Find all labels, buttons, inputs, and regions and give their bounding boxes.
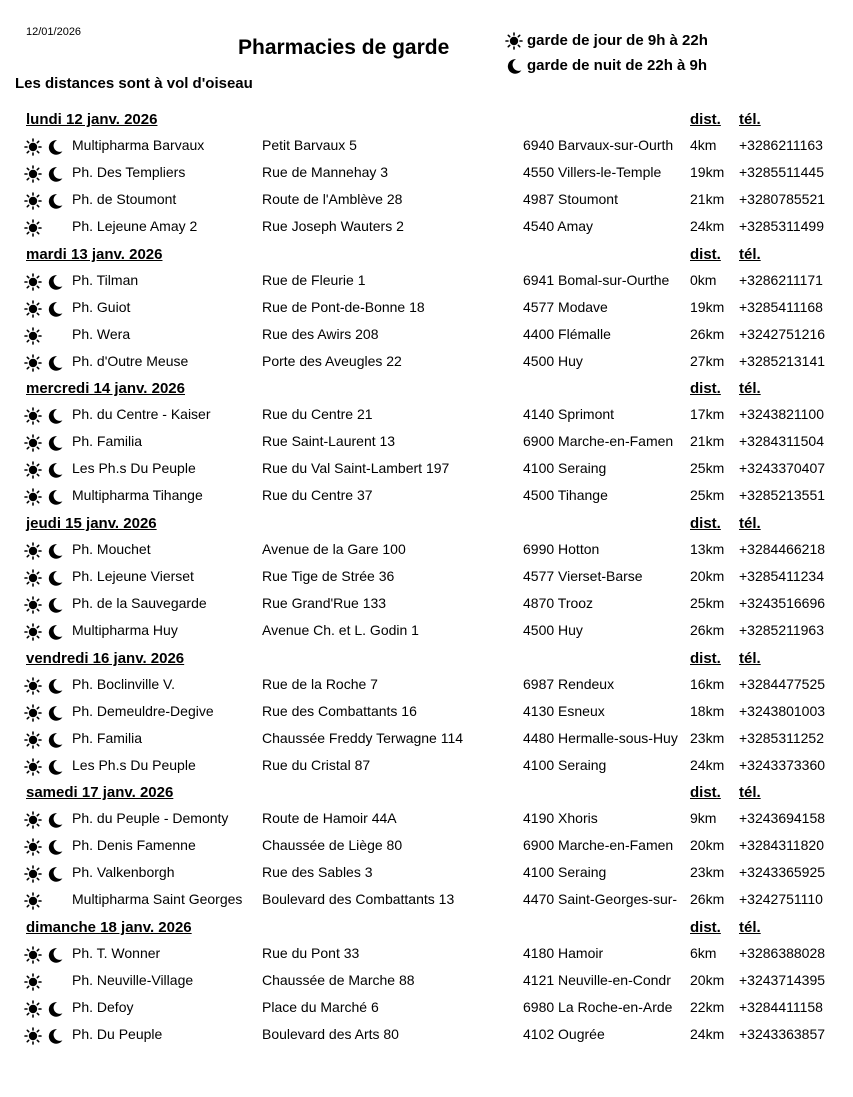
pharmacy-address: Rue du Pont 33 [262,945,360,962]
day-date: mardi 13 janv. 2026 [26,245,163,263]
pharmacy-address: Rue des Combattants 16 [262,702,417,719]
pharmacy-row [0,563,853,590]
sun-icon [24,704,42,722]
pharmacy-distance: 26km [690,891,725,908]
pharmacy-address: Porte des Aveugles 22 [262,352,402,369]
moon-icon [46,1027,64,1045]
pharmacy-address: Avenue Ch. et L. Godin 1 [262,622,419,639]
pharmacy-distance: 24km [690,756,725,773]
pharmacy-row [0,698,853,725]
pharmacy-row [0,671,853,698]
day-section [0,243,853,378]
pharmacy-name: Ph. d'Outre Meuse [72,352,189,369]
tel-column-header: tél. [739,245,761,263]
pharmacy-phone[interactable]: +3284466218 [739,541,826,558]
pharmacy-distance: 20km [690,837,725,854]
pharmacy-city: 4100 Seraing [523,756,607,773]
sun-icon [24,731,42,749]
pharmacy-city: 4870 Trooz [523,595,594,612]
sun-icon [24,219,42,237]
pharmacy-phone[interactable]: +3243801003 [739,702,826,719]
pharmacy-phone[interactable]: +3284477525 [739,675,826,692]
pharmacy-phone[interactable]: +3285511445 [739,164,824,180]
pharmacy-address: Chaussée de Marche 88 [262,972,415,989]
moon-icon [46,838,64,856]
pharmacy-distance: 18km [690,702,725,719]
pharmacy-row [0,752,853,779]
legend-day [505,28,708,53]
sun-icon [24,569,42,587]
sun-icon [24,461,42,479]
moon-icon [46,1000,64,1018]
legend-day-label: garde de jour de 9h à 22h [527,32,708,49]
moon-icon [46,811,64,829]
pharmacy-city: 4987 Stoumont [523,191,618,207]
pharmacy-distance: 17km [690,406,725,423]
pharmacy-phone[interactable]: +3243821100 [739,406,824,423]
pharmacy-distance: 19km [690,164,725,180]
pharmacy-phone[interactable]: +3243363857 [739,1026,826,1043]
pharmacy-address: Place du Marché 6 [262,999,379,1016]
day-header [0,916,853,940]
day-header [0,377,853,401]
pharmacy-row [0,267,853,294]
pharmacy-distance: 23km [690,729,725,746]
pharmacy-distance: 25km [690,460,725,477]
day-date: mercredi 14 janv. 2026 [26,380,185,398]
pharmacy-row [0,132,853,159]
pharmacy-row [0,1021,853,1048]
pharmacy-city: 6940 Barvaux-sur-Ourth [523,137,674,153]
pharmacy-address: Route de Hamoir 44A [262,810,397,827]
pharmacy-phone[interactable]: +3285213551 [739,487,826,504]
pharmacy-distance: 25km [690,595,725,612]
pharmacy-row [0,159,853,186]
pharmacy-distance: 20km [690,568,725,585]
subtitle: Les distances sont à vol d'oiseau [15,75,253,92]
pharmacy-address: Rue de Pont-de-Bonne 18 [262,298,425,315]
pharmacy-name: Ph. Tilman [72,271,139,288]
pharmacy-address: Chaussée Freddy Terwagne 114 [262,729,464,746]
sun-icon [24,327,42,345]
pharmacy-city: 4102 Ougrée [523,1026,605,1043]
sun-icon [24,892,42,910]
sun-icon [24,865,42,883]
pharmacy-name: Ph. du Peuple - Demonty [72,810,229,827]
pharmacy-city: 4130 Esneux [523,702,605,719]
day-header [0,781,853,805]
pharmacy-address: Rue des Sables 3 [262,864,373,881]
tel-column-header: tél. [739,649,761,667]
moon-icon [46,569,64,587]
pharmacy-distance: 19km [690,298,725,315]
pharmacy-address: Rue de la Roche 7 [262,675,378,692]
pharmacy-address: Rue du Centre 37 [262,487,373,504]
pharmacy-distance: 25km [690,487,725,504]
pharmacy-name: Ph. de la Sauvegarde [72,595,207,612]
sun-icon [505,32,527,50]
pharmacy-row [0,886,853,913]
pharmacy-row [0,294,853,321]
sun-icon [24,811,42,829]
pharmacy-distance: 0km [690,271,717,288]
day-header [0,243,853,267]
pharmacy-city: 4180 Hamoir [523,945,604,962]
pharmacy-address: Rue du Cristal 87 [262,756,371,773]
sun-icon [24,677,42,695]
day-section [0,916,853,1051]
dist-column-header: dist. [690,245,721,263]
moon-icon [46,623,64,641]
pharmacy-phone[interactable]: +3243370407 [739,460,826,477]
pharmacy-phone[interactable]: +3243714395 [739,972,826,989]
pharmacy-city: 4577 Modave [523,298,608,315]
pharmacy-row [0,832,853,859]
pharmacy-distance: 16km [690,675,725,692]
pharmacy-row [0,455,853,482]
pharmacy-phone[interactable]: +3280785521 [739,191,826,207]
pharmacy-city: 4577 Vierset-Barse [523,568,643,585]
pharmacy-phone[interactable]: +3284411158 [739,999,823,1016]
pharmacy-name: Ph. Familia [72,729,143,746]
legend-night-label: garde de nuit de 22h à 9h [527,57,708,74]
pharmacy-row [0,725,853,752]
pharmacy-phone[interactable]: +3243373360 [739,756,826,773]
pharmacy-city: 4121 Neuville-en-Condr [523,972,671,989]
pharmacy-distance: 13km [690,541,725,558]
pharmacy-address: Rue Saint-Laurent 13 [262,433,396,450]
pharmacy-name: Les Ph.s Du Peuple [72,756,196,773]
moon-icon [46,865,64,883]
pharmacy-city: 4400 Flémalle [523,325,611,342]
pharmacy-name: Ph. Familia [72,433,143,450]
day-section [0,647,853,782]
pharmacy-phone[interactable]: +3285311499 [739,218,824,234]
pharmacy-phone[interactable]: +3285311252 [739,729,824,746]
pharmacy-row [0,321,853,348]
moon-icon [46,704,64,722]
pharmacy-address: Avenue de la Gare 100 [262,541,406,558]
pharmacy-city: 4480 Hermalle-sous-Huy [523,729,678,746]
pharmacy-distance: 6km [690,945,717,962]
moon-icon [46,273,64,291]
pharmacy-row [0,617,853,644]
dist-column-header: dist. [690,919,721,937]
moon-icon [46,542,64,560]
pharmacy-name: Ph. Defoy [72,999,134,1016]
pharmacy-phone[interactable]: +3286211163 [739,137,823,153]
pharmacy-phone[interactable]: +3284311504 [739,433,824,450]
pharmacy-row [0,967,853,994]
pharmacy-distance: 22km [690,999,725,1016]
dist-column-header: dist. [690,649,721,667]
pharmacy-name: Ph. Du Peuple [72,1026,163,1043]
pharmacy-phone[interactable]: +3243516696 [739,595,826,612]
pharmacy-phone[interactable]: +3243365925 [739,864,826,881]
pharmacy-name: Ph. Lejeune Amay 2 [72,218,198,234]
pharmacy-phone[interactable]: +3285411168 [739,298,823,315]
pharmacy-address: Petit Barvaux 5 [262,137,357,153]
pharmacy-name: Multipharma Tihange [72,487,203,504]
pharmacy-name: Ph. Boclinville V. [72,675,175,692]
pharmacy-distance: 24km [690,1026,725,1043]
day-date: dimanche 18 janv. 2026 [26,919,192,937]
sun-icon [24,300,42,318]
pharmacy-name: Ph. T. Wonner [72,945,161,962]
print-date: 12/01/2026 [26,26,82,38]
pharmacy-row [0,213,853,240]
pharmacy-row [0,536,853,563]
pharmacy-address: Rue Grand'Rue 133 [262,595,387,612]
moon-icon [46,354,64,372]
page-title: Pharmacies de garde [238,36,450,59]
pharmacy-distance: 23km [690,864,725,881]
pharmacy-phone[interactable]: +3284311820 [739,837,824,854]
pharmacy-row [0,348,853,375]
pharmacy-row [0,859,853,886]
moon-icon [46,165,64,183]
day-header [0,512,853,536]
moon-icon [46,596,64,614]
pharmacy-phone[interactable]: +3243694158 [739,810,826,827]
pharmacy-name: Ph. Des Templiers [72,164,186,180]
sun-icon [24,838,42,856]
day-header [0,108,853,132]
pharmacy-distance: 26km [690,325,725,342]
pharmacy-phone[interactable]: +3286211171 [739,271,823,288]
moon-icon [46,946,64,964]
pharmacy-name: Ph. Valkenborgh [72,864,175,881]
sun-icon [24,542,42,560]
pharmacy-row [0,590,853,617]
pharmacy-city: 6941 Bomal-sur-Ourthe [523,271,670,288]
sun-icon [24,1000,42,1018]
dist-column-header: dist. [690,784,721,802]
pharmacy-row [0,994,853,1021]
schedule [0,108,853,1051]
sun-icon [24,623,42,641]
pharmacy-name: Ph. Demeuldre-Degive [72,702,214,719]
pharmacy-city: 6980 La Roche-en-Arde [523,999,673,1016]
dist-column-header: dist. [690,111,721,128]
pharmacy-city: 4540 Amay [523,218,594,234]
day-section [0,781,853,916]
pharmacy-phone[interactable]: +3285211963 [739,622,824,639]
pharmacy-city: 4100 Seraing [523,460,607,477]
pharmacy-city: 4140 Sprimont [523,406,615,423]
pharmacy-row [0,186,853,213]
pharmacy-distance: 24km [690,218,725,234]
sun-icon [24,1027,42,1045]
moon-icon [505,57,527,75]
pharmacy-address: Boulevard des Arts 80 [262,1026,399,1043]
pharmacy-phone[interactable]: +3286388028 [739,945,826,962]
pharmacy-address: Rue du Centre 21 [262,406,373,423]
moon-icon [46,677,64,695]
pharmacy-address: Rue de Fleurie 1 [262,271,366,288]
day-header [0,647,853,671]
pharmacy-name: Ph. du Centre - Kaiser [72,406,211,423]
pharmacy-city: 6900 Marche-en-Famen [523,837,674,854]
pharmacy-name: Multipharma Saint Georges [72,891,243,908]
pharmacy-row [0,482,853,509]
pharmacy-phone[interactable]: +3242751110 [739,891,823,908]
pharmacy-name: Multipharma Huy [72,622,178,639]
legend [505,28,708,78]
moon-icon [46,488,64,506]
moon-icon [46,300,64,318]
day-section [0,377,853,512]
dist-column-header: dist. [690,515,721,533]
pharmacy-city: 4500 Tihange [523,487,608,504]
pharmacy-distance: 20km [690,972,725,989]
pharmacy-row [0,401,853,428]
day-section [0,108,853,243]
pharmacy-row [0,428,853,455]
tel-column-header: tél. [739,784,761,802]
moon-icon [46,758,64,776]
tel-column-header: tél. [739,919,761,937]
moon-icon [46,407,64,425]
sun-icon [24,596,42,614]
pharmacy-city: 4550 Villers-le-Temple [523,164,662,180]
pharmacy-name: Ph. Neuville-Village [72,972,194,989]
day-date: jeudi 15 janv. 2026 [26,515,157,533]
pharmacy-name: Multipharma Barvaux [72,137,205,153]
day-date: samedi 17 janv. 2026 [26,784,174,802]
sun-icon [24,354,42,372]
sun-icon [24,973,42,991]
pharmacy-address: Chaussée de Liège 80 [262,837,403,854]
pharmacy-city: 4100 Seraing [523,864,607,881]
day-section [0,512,853,647]
pharmacy-city: 4500 Huy [523,622,583,639]
moon-icon [46,434,64,452]
pharmacy-city: 4190 Xhoris [523,810,598,827]
moon-icon [46,461,64,479]
pharmacy-address: Boulevard des Combattants 13 [262,891,455,908]
sun-icon [24,488,42,506]
sun-icon [24,165,42,183]
pharmacy-name: Ph. Denis Famenne [72,837,196,854]
moon-icon [46,138,64,156]
sun-icon [24,946,42,964]
pharmacy-row [0,805,853,832]
pharmacy-distance: 26km [690,622,725,639]
pharmacy-phone[interactable]: +3242751216 [739,325,826,342]
day-date: vendredi 16 janv. 2026 [26,649,185,667]
pharmacy-name: Ph. Guiot [72,298,131,315]
sun-icon [24,758,42,776]
pharmacy-city: 4500 Huy [523,352,583,369]
pharmacy-name: Ph. Lejeune Vierset [72,568,194,585]
pharmacy-distance: 21km [690,191,725,207]
pharmacy-address: Route de l'Amblève 28 [262,191,403,207]
dist-column-header: dist. [690,380,721,398]
sun-icon [24,192,42,210]
pharmacy-address: Rue Tige de Strée 36 [262,568,395,585]
tel-column-header: tél. [739,515,761,533]
pharmacy-row [0,940,853,967]
pharmacy-name: Ph. Mouchet [72,541,151,558]
pharmacy-city: 6900 Marche-en-Famen [523,433,674,450]
day-date: lundi 12 janv. 2026 [26,111,158,128]
legend-night [505,53,708,78]
pharmacy-address: Rue Joseph Wauters 2 [262,218,404,234]
pharmacy-address: Rue des Awirs 208 [262,325,379,342]
tel-column-header: tél. [739,380,761,398]
pharmacy-name: Ph. Wera [72,325,131,342]
sun-icon [24,407,42,425]
tel-column-header: tél. [739,111,761,128]
sun-icon [24,138,42,156]
pharmacy-phone[interactable]: +3285411234 [739,568,824,585]
pharmacy-name: Les Ph.s Du Peuple [72,460,196,477]
pharmacy-distance: 27km [690,352,725,369]
pharmacy-distance: 9km [690,810,717,827]
sun-icon [24,273,42,291]
pharmacy-address: Rue du Val Saint-Lambert 197 [262,460,450,477]
pharmacy-phone[interactable]: +3285213141 [739,352,826,369]
sun-icon [24,434,42,452]
pharmacy-distance: 21km [690,433,725,450]
pharmacy-city: 4470 Saint-Georges-sur- [523,891,678,908]
pharmacy-city: 6987 Rendeux [523,675,615,692]
pharmacy-distance: 4km [690,137,717,153]
moon-icon [46,731,64,749]
moon-icon [46,192,64,210]
pharmacy-name: Ph. de Stoumont [72,191,177,207]
pharmacy-city: 6990 Hotton [523,541,600,558]
pharmacy-address: Rue de Mannehay 3 [262,164,389,180]
